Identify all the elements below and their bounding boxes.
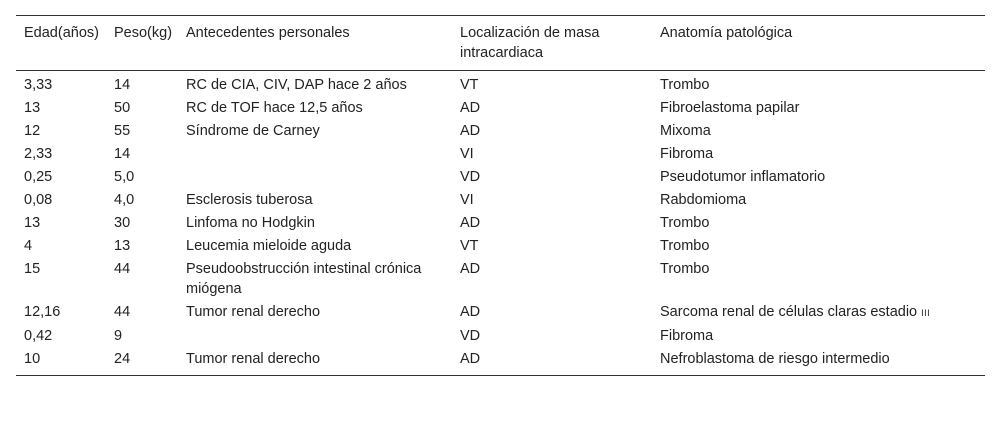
cell-weight-text: 13 bbox=[114, 238, 131, 254]
cell-age bbox=[16, 301, 106, 325]
cell-personal-history bbox=[178, 189, 452, 212]
cell-age-text: 15 bbox=[24, 261, 41, 277]
cell-mass-location bbox=[452, 212, 652, 235]
cell-pathology bbox=[652, 166, 985, 189]
data-table bbox=[16, 15, 985, 376]
cell-mass-location-text: AD bbox=[460, 351, 481, 367]
cell-personal-history-text: Tumor renal derecho bbox=[186, 304, 321, 320]
cell-age bbox=[16, 120, 106, 143]
cell-pathology bbox=[652, 348, 985, 376]
cell-weight bbox=[106, 71, 178, 98]
cell-weight bbox=[106, 189, 178, 212]
table-row bbox=[16, 348, 985, 376]
cell-mass-location-text: VI bbox=[460, 146, 474, 162]
cell-age bbox=[16, 97, 106, 120]
table-body bbox=[16, 71, 985, 376]
cell-age-text: 10 bbox=[24, 351, 41, 367]
table-row bbox=[16, 301, 985, 325]
table-row bbox=[16, 212, 985, 235]
cell-weight bbox=[106, 166, 178, 189]
table-row bbox=[16, 97, 985, 120]
cell-pathology-text: Pseudotumor inflamatorio bbox=[660, 169, 826, 185]
data-table-container bbox=[16, 15, 985, 376]
cell-pathology-text: Mixoma bbox=[660, 123, 711, 139]
cell-pathology bbox=[652, 143, 985, 166]
cell-pathology-text: Sarcoma renal de células claras estadio bbox=[660, 304, 918, 320]
cell-weight-text: 50 bbox=[114, 100, 131, 116]
cell-weight-text: 24 bbox=[114, 351, 131, 367]
cell-personal-history-text: Tumor renal derecho bbox=[186, 351, 321, 367]
table-row bbox=[16, 120, 985, 143]
cell-pathology-text: Rabdomioma bbox=[660, 192, 747, 208]
cell-mass-location-text: AD bbox=[460, 100, 481, 116]
cell-weight-text: 14 bbox=[114, 146, 131, 162]
cell-mass-location bbox=[452, 235, 652, 258]
cell-mass-location bbox=[452, 258, 652, 301]
cell-mass-location bbox=[452, 120, 652, 143]
cell-personal-history bbox=[178, 143, 452, 166]
cell-pathology bbox=[652, 301, 985, 325]
cell-weight bbox=[106, 120, 178, 143]
cell-personal-history-text: Síndrome de Carney bbox=[186, 123, 320, 139]
table-row bbox=[16, 235, 985, 258]
cell-age bbox=[16, 71, 106, 98]
cell-weight-text: 4,0 bbox=[114, 192, 135, 208]
cell-weight bbox=[106, 348, 178, 376]
cell-weight bbox=[106, 235, 178, 258]
cell-pathology-text: Fibroelastoma papilar bbox=[660, 100, 800, 116]
header-pathology: Anatomía patológica bbox=[660, 25, 793, 41]
cell-age-text: 4 bbox=[24, 238, 33, 254]
cell-weight bbox=[106, 97, 178, 120]
cell-pathology-text: Fibroma bbox=[660, 328, 714, 344]
cell-mass-location bbox=[452, 301, 652, 325]
cell-age bbox=[16, 166, 106, 189]
cell-pathology-text: Trombo bbox=[660, 215, 710, 231]
cell-pathology-text: Fibroma bbox=[660, 146, 714, 162]
cell-weight bbox=[106, 301, 178, 325]
cell-pathology bbox=[652, 97, 985, 120]
cell-age-text: 13 bbox=[24, 215, 41, 231]
cell-mass-location-text: AD bbox=[460, 123, 481, 139]
header-row bbox=[16, 16, 985, 71]
cell-mass-location bbox=[452, 143, 652, 166]
cell-age-text: 0,08 bbox=[24, 192, 53, 208]
cell-age-text: 2,33 bbox=[24, 146, 53, 162]
cell-mass-location-text: VD bbox=[460, 328, 481, 344]
header-age: Edad(años) bbox=[24, 25, 99, 41]
cell-weight-text: 44 bbox=[114, 261, 131, 277]
cell-personal-history bbox=[178, 235, 452, 258]
cell-personal-history-text: RC de TOF hace 12,5 años bbox=[186, 100, 363, 116]
header-mass-location: Localización de masa intracardiaca bbox=[460, 25, 600, 61]
cell-age-text: 0,42 bbox=[24, 328, 53, 344]
cell-mass-location bbox=[452, 97, 652, 120]
cell-mass-location-text: VT bbox=[460, 238, 479, 254]
cell-weight-text: 55 bbox=[114, 123, 131, 139]
cell-age bbox=[16, 212, 106, 235]
cell-mass-location bbox=[452, 348, 652, 376]
stage-numeral: III bbox=[921, 308, 931, 318]
cell-mass-location bbox=[452, 189, 652, 212]
cell-pathology bbox=[652, 235, 985, 258]
cell-pathology-text: Trombo bbox=[660, 261, 710, 277]
cell-weight-text: 30 bbox=[114, 215, 131, 231]
cell-mass-location-text: VD bbox=[460, 169, 481, 185]
cell-mass-location bbox=[452, 166, 652, 189]
cell-mass-location-text: AD bbox=[460, 261, 481, 277]
cell-personal-history-text: Esclerosis tuberosa bbox=[186, 192, 313, 208]
cell-weight-text: 14 bbox=[114, 77, 131, 93]
cell-personal-history bbox=[178, 348, 452, 376]
header-weight: Peso(kg) bbox=[114, 25, 173, 41]
cell-personal-history bbox=[178, 120, 452, 143]
cell-pathology bbox=[652, 325, 985, 348]
cell-mass-location-text: AD bbox=[460, 304, 481, 320]
cell-weight bbox=[106, 325, 178, 348]
cell-age bbox=[16, 235, 106, 258]
cell-personal-history bbox=[178, 325, 452, 348]
cell-pathology bbox=[652, 71, 985, 98]
cell-weight bbox=[106, 212, 178, 235]
cell-pathology bbox=[652, 189, 985, 212]
cell-age-text: 0,25 bbox=[24, 169, 53, 185]
cell-age bbox=[16, 348, 106, 376]
cell-mass-location-text: VI bbox=[460, 192, 474, 208]
cell-personal-history bbox=[178, 212, 452, 235]
cell-personal-history-text: RC de CIA, CIV, DAP hace 2 años bbox=[186, 77, 407, 93]
cell-age-text: 12 bbox=[24, 123, 41, 139]
cell-age-text: 3,33 bbox=[24, 77, 53, 93]
cell-mass-location bbox=[452, 71, 652, 98]
table-header bbox=[16, 16, 985, 71]
cell-pathology bbox=[652, 120, 985, 143]
cell-mass-location bbox=[452, 325, 652, 348]
cell-age bbox=[16, 258, 106, 301]
cell-pathology-text: Trombo bbox=[660, 238, 710, 254]
table-row bbox=[16, 258, 985, 301]
cell-personal-history bbox=[178, 301, 452, 325]
cell-mass-location-text: AD bbox=[460, 215, 481, 231]
cell-personal-history bbox=[178, 97, 452, 120]
cell-personal-history bbox=[178, 71, 452, 98]
header-personal-history: Antecedentes personales bbox=[186, 25, 350, 41]
cell-personal-history-text: Pseudoobstrucción intestinal crónica miógena bbox=[186, 261, 422, 297]
table-row bbox=[16, 166, 985, 189]
cell-age bbox=[16, 189, 106, 212]
cell-mass-location-text: VT bbox=[460, 77, 479, 93]
cell-personal-history bbox=[178, 258, 452, 301]
table-row bbox=[16, 325, 985, 348]
cell-personal-history-text: Linfoma no Hodgkin bbox=[186, 215, 315, 231]
cell-personal-history-text: Leucemia mieloide aguda bbox=[186, 238, 352, 254]
table-row bbox=[16, 143, 985, 166]
cell-pathology bbox=[652, 258, 985, 301]
cell-weight bbox=[106, 143, 178, 166]
cell-pathology-text: Trombo bbox=[660, 77, 710, 93]
cell-weight-text: 9 bbox=[114, 328, 123, 344]
cell-age bbox=[16, 325, 106, 348]
cell-age-text: 12,16 bbox=[24, 304, 61, 320]
cell-personal-history bbox=[178, 166, 452, 189]
cell-weight-text: 44 bbox=[114, 304, 131, 320]
cell-weight bbox=[106, 258, 178, 301]
cell-weight-text: 5,0 bbox=[114, 169, 135, 185]
table-row bbox=[16, 71, 985, 98]
cell-pathology-text: Nefroblastoma de riesgo intermedio bbox=[660, 351, 890, 367]
table-row bbox=[16, 189, 985, 212]
cell-pathology bbox=[652, 212, 985, 235]
cell-age-text: 13 bbox=[24, 100, 41, 116]
cell-age bbox=[16, 143, 106, 166]
